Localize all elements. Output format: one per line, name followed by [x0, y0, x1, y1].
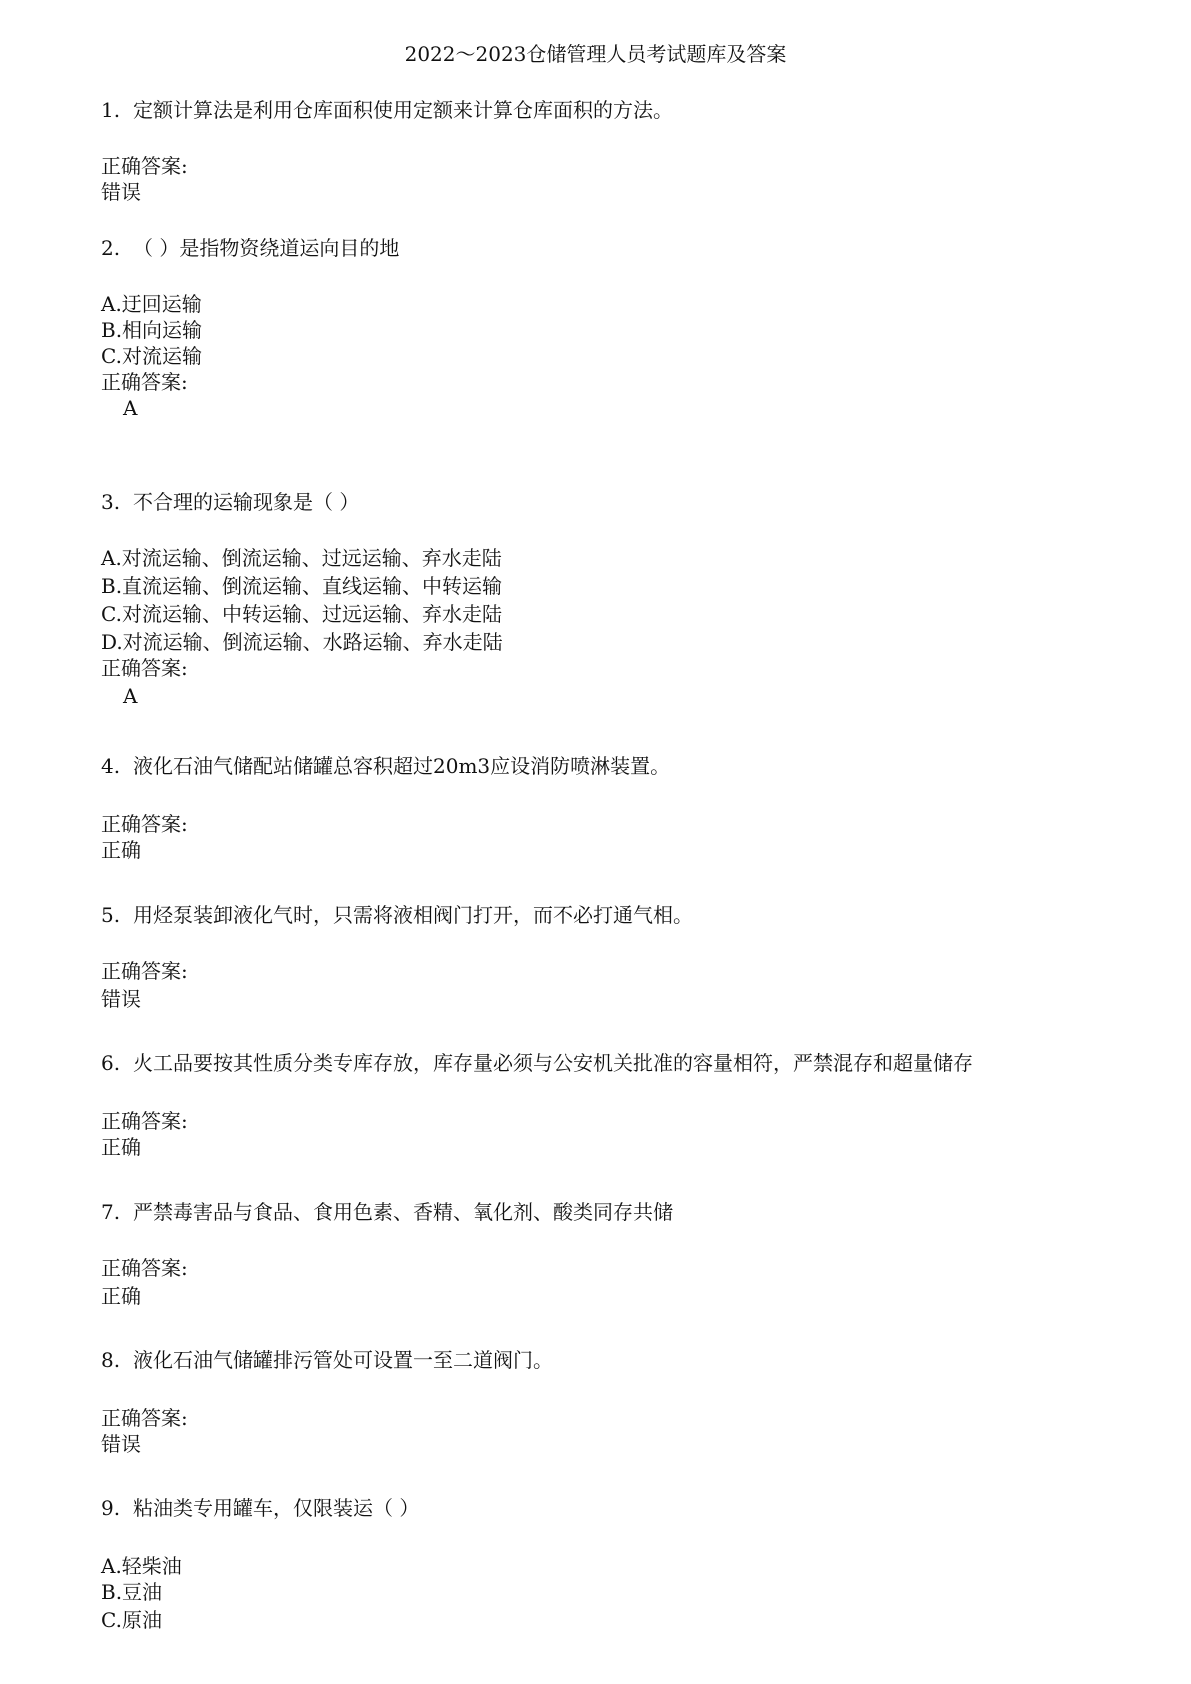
answer-value: 错误	[101, 180, 141, 204]
question-number: 5.	[101, 903, 121, 927]
answer-label: 正确答案:	[101, 1406, 188, 1430]
option-c: C.原油	[101, 1608, 162, 1632]
question-number: 1.	[101, 98, 121, 122]
answer-label: 正确答案:	[101, 154, 188, 178]
question-number: 8.	[101, 1348, 121, 1372]
answer-label: 正确答案:	[101, 1256, 188, 1280]
question-text: 定额计算法是利用仓库面积使用定额来计算仓库面积的方法。	[133, 98, 673, 122]
question-stem	[101, 96, 673, 124]
answer-value: 正确	[101, 1284, 141, 1308]
question-text: 粘油类专用罐车，仅限装运（ ）	[133, 1496, 420, 1520]
question-number: 9.	[101, 1496, 121, 1520]
question-number: 7.	[101, 1200, 121, 1224]
question-number: 2.	[101, 236, 121, 260]
question-stem	[101, 1049, 973, 1077]
question-stem	[101, 234, 399, 262]
option-c: C.对流运输、中转运输、过远运输、弃水走陆	[101, 602, 502, 626]
answer-label: 正确答案:	[101, 959, 188, 983]
answer-label: 正确答案:	[101, 656, 188, 680]
answer-value: 错误	[101, 1432, 141, 1456]
question-number: 4.	[101, 754, 121, 778]
question-text: 液化石油气储罐排污管处可设置一至二道阀门。	[133, 1348, 553, 1372]
question-number: 3.	[101, 490, 121, 514]
question-stem	[101, 1494, 419, 1522]
question-text: （ ）是指物资绕道运向目的地	[133, 236, 400, 260]
question-text: 用烃泵装卸液化气时，只需将液相阀门打开，而不必打通气相。	[133, 903, 693, 927]
option-d: D.对流运输、倒流运输、水路运输、弃水走陆	[101, 630, 503, 654]
question-number: 6.	[101, 1051, 121, 1075]
answer-value: 正确	[101, 838, 141, 862]
answer-value: A	[123, 684, 138, 708]
question-stem	[101, 488, 359, 516]
option-a: A.迂回运输	[101, 292, 202, 316]
answer-value: 错误	[101, 987, 141, 1011]
answer-value: A	[123, 396, 138, 420]
answer-label: 正确答案:	[101, 812, 188, 836]
option-b: B.直流运输、倒流运输、直线运输、中转运输	[101, 574, 503, 598]
question-text: 火工品要按其性质分类专库存放，库存量必须与公安机关批准的容量相符，严禁混存和超量储存	[133, 1051, 973, 1075]
option-b: B.相向运输	[101, 318, 203, 342]
answer-value: 正确	[101, 1135, 141, 1159]
question-text: 不合理的运输现象是（ ）	[133, 490, 360, 514]
option-a: A.对流运输、倒流运输、过远运输、弃水走陆	[101, 546, 502, 570]
page-title: 2022～2023仓储管理人员考试题库及答案	[404, 42, 787, 66]
option-c: C.对流运输	[101, 344, 202, 368]
question-stem	[101, 1198, 673, 1226]
option-a: A.轻柴油	[101, 1554, 182, 1578]
question-stem	[101, 752, 670, 780]
question-stem	[101, 1346, 553, 1374]
option-b: B.豆油	[101, 1580, 163, 1604]
question-text: 严禁毒害品与食品、食用色素、香精、氧化剂、酸类同存共储	[133, 1200, 673, 1224]
question-text: 液化石油气储配站储罐总容积超过20m3应设消防喷淋装置。	[133, 754, 671, 778]
answer-label: 正确答案:	[101, 1109, 188, 1133]
question-stem	[101, 901, 693, 929]
answer-label: 正确答案:	[101, 370, 188, 394]
